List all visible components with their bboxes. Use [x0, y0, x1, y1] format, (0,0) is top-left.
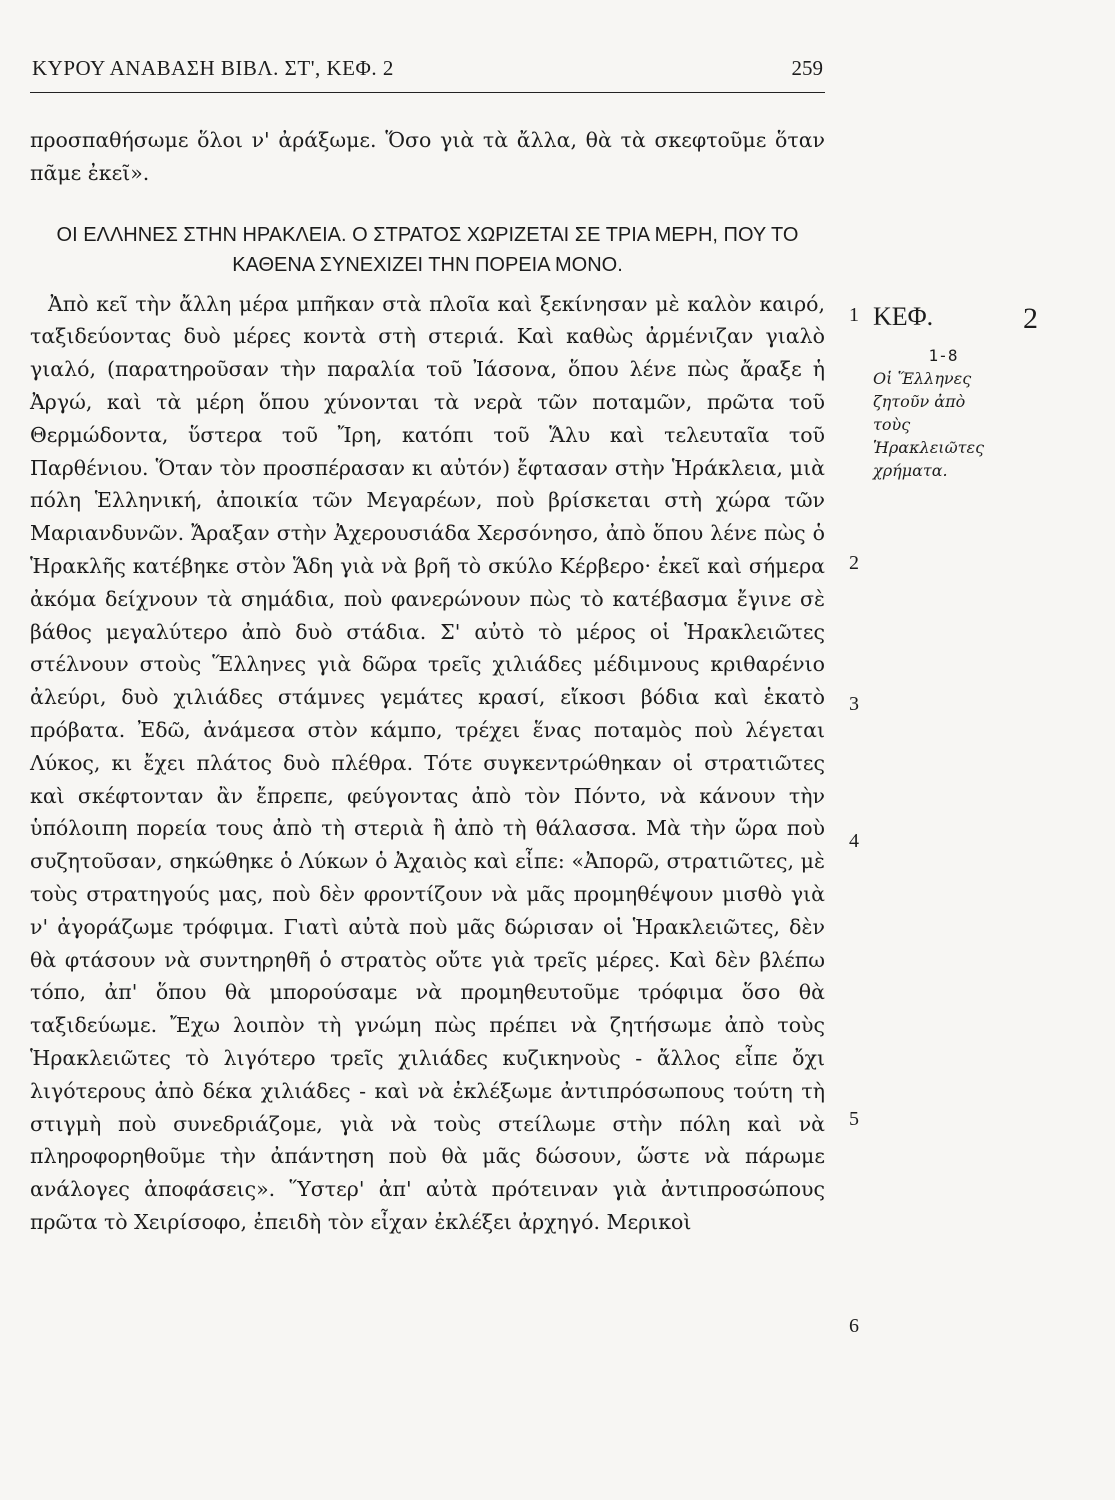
section-number-5: 5: [849, 1108, 859, 1130]
section-number-6: 6: [849, 1315, 859, 1337]
side-chapter-number: 2: [1023, 302, 1038, 335]
side-note: [873, 302, 1038, 482]
side-chapter-label: ΚΕΦ.: [873, 302, 934, 331]
section-heading: ΟΙ ΕΛΛΗΝΕΣ ΣΤΗΝ ΗΡΑΚΛΕΙΑ. Ο ΣΤΡΑΤΟΣ ΧΩΡΙΖΕΤΑΙ ΣΕ ΤΡΙΑ ΜΕΡΗ, ΠΟΥ ΤΟ ΚΑΘΕΝΑ ΣΥΝΕΧΙΖΕΙ ΤΗΝ ΠΟΡΕΙΑ ΜΟΝΟ.: [56, 223, 799, 276]
section-number-4: 4: [849, 830, 859, 852]
running-title: ΚΥΡΟΥ ΑΝΑΒΑΣΗ ΒΙΒΛ. ΣΤ', ΚΕΦ. 2: [32, 56, 394, 80]
side-range: 1-8: [928, 346, 958, 365]
side-chapter: [873, 302, 1038, 336]
side-summary: Οἱ Ἕλληνες ζητοῦν ἀπὸ τοὺς Ἡρακλειῶτες χρήματα.: [873, 369, 985, 480]
body-text: [30, 124, 825, 1239]
section-number-1: 1: [849, 304, 859, 326]
main-paragraph: Ἀπὸ κεῖ τὴν ἄλλη μέρα μπῆκαν στὰ πλοῖα καὶ ξεκίνησαν μὲ καλὸν καιρό, ταξιδεύοντας δυὸ μέρες κοντὰ στὴ στεριά. Καὶ καθὼς ἀρμένιζαν γιαλὸ γιαλό, (παρατηροῦσαν τὴν παραλία τοῦ Ἰάσονα, ὅπου λένε πὼς ἄραξε ἡ Ἀργώ, καὶ τὰ μέρη ὅπου χύνονται τὰ νερὰ τῶν ποταμῶν, πρῶτα τοῦ Θερμώδοντα, ὕστερα τοῦ Ἴρη, κατόπι τοῦ Ἅλυ καὶ τελευταῖα τοῦ Παρθένιου. Ὅταν τὸν προσπέρασαν κι αὐτόν) ἔφτασαν στὴν Ἡράκλεια, μιὰ πόλη Ἑλληνική, ἀποικία τῶν Μεγαρέων, ποὺ βρίσκεται στὴ χώρα τῶν Μαριανδυνῶν. Ἄραξαν στὴν Ἀχερουσιάδα Χερσόνησο, ἀπὸ ὅπου λένε πὼς ὁ Ἡρακλῆς κατέβηκε στὸν Ἅδη γιὰ νὰ βρῆ τὸ σκύλο Κέρβερο· ἐκεῖ καὶ σήμερα ἀκόμα δείχνουν τὰ σημάδια, ποὺ φανερώνουν πὼς τὸ κατέβασμα ἔγινε σὲ βάθος μεγαλύτερο ἀπὸ δυὸ στάδια. Σ' αὐτὸ τὸ μέρος οἱ Ἡρακλειῶτες στέλνουν στοὺς Ἕλληνες γιὰ δῶρα τρεῖς χιλιάδες μέδιμνους κριθαρένιο ἀλεύρι, δυὸ χιλιάδες στάμνες γεμάτες κρασί, εἴκοσι βόδια καὶ ἑκατὸ πρόβατα. Ἐδῶ, ἀνάμεσα στὸν κάμπο, τρέχει ἕνας ποταμὸς ποὺ λέγεται Λύκος, κι ἔχει πλάτος δυὸ πλέθρα. Τότε συγκεντρώθηκαν οἱ στρατιῶτες καὶ σκέφτονταν ἂν ἔπρεπε, φεύγοντας ἀπὸ τὸν Πόντο, νὰ κάνουν τὴν ὑπόλοιπη πορεία τους ἀπὸ τὴ στεριὰ ἢ ἀπὸ τὴ θάλασσα. Μὰ τὴν ὥρα ποὺ συζητοῦσαν, σηκώθηκε ὁ Λύκων ὁ Ἀχαιὸς καὶ εἶπε: «Ἀπορῶ, στρατιῶτες, μὲ τοὺς στρατηγούς μας, ποὺ δὲν φροντίζουν νὰ μᾶς προμηθέψουν μισθὸ γιὰ ν' ἀγοράζωμε τρόφιμα. Γιατὶ αὐτὰ ποὺ μᾶς δώρισαν οἱ Ἡρακλειῶτες, δὲν θὰ φτάσουν νὰ συντηρηθῆ ὁ στρατὸς οὔτε γιὰ τρεῖς μέρες. Καὶ δὲν βλέπω τόπο, ἀπ' ὅπου θὰ μπορούσαμε νὰ προμηθευτοῦμε τρόφιμα ὅσο θὰ ταξιδεύωμε. Ἔχω λοιπὸν τὴ γνώμη πὼς πρέπει νὰ ζητήσωμε ἀπὸ τοὺς Ἡρακλειῶτες τὸ λιγότερο τρεῖς χιλιάδες κυζικηνοὺς - ἄλλος εἶπε ὄχι λιγότερους ἀπὸ δέκα χιλιάδες - καὶ νὰ ἐκλέξωμε ἀντιπρόσωπους τούτη τὴ στιγμὴ ποὺ συνεδριάζομε, γιὰ νὰ τοὺς στείλωμε στὴν πόλη καὶ νὰ πληροφορηθοῦμε τὴν ἀπάντηση ποὺ θὰ μᾶς δώσουν, ὥστε νὰ πάρωμε ανάλογες ἀποφάσεις». Ὕστερ' ἀπ' αὐτὰ πρότειναν γιὰ ἀντιπροσώπους πρῶτα τὸ Χειρίσοφο, ἐπειδὴ τὸν εἶχαν ἐκλέξει ἀρχηγό. Μερικοὶ: [30, 291, 825, 1234]
section-number-3: 3: [849, 693, 859, 715]
running-header: [30, 56, 825, 93]
intro-paragraph: προσπαθήσωμε ὅλοι ν' ἀράξωμε. Ὅσο γιὰ τὰ ἄλλα, θὰ τὰ σκεφτοῦμε ὅταν πᾶμε ἐκεῖ».: [30, 128, 825, 185]
page-number: 259: [791, 56, 823, 80]
section-number-2: 2: [849, 552, 859, 574]
